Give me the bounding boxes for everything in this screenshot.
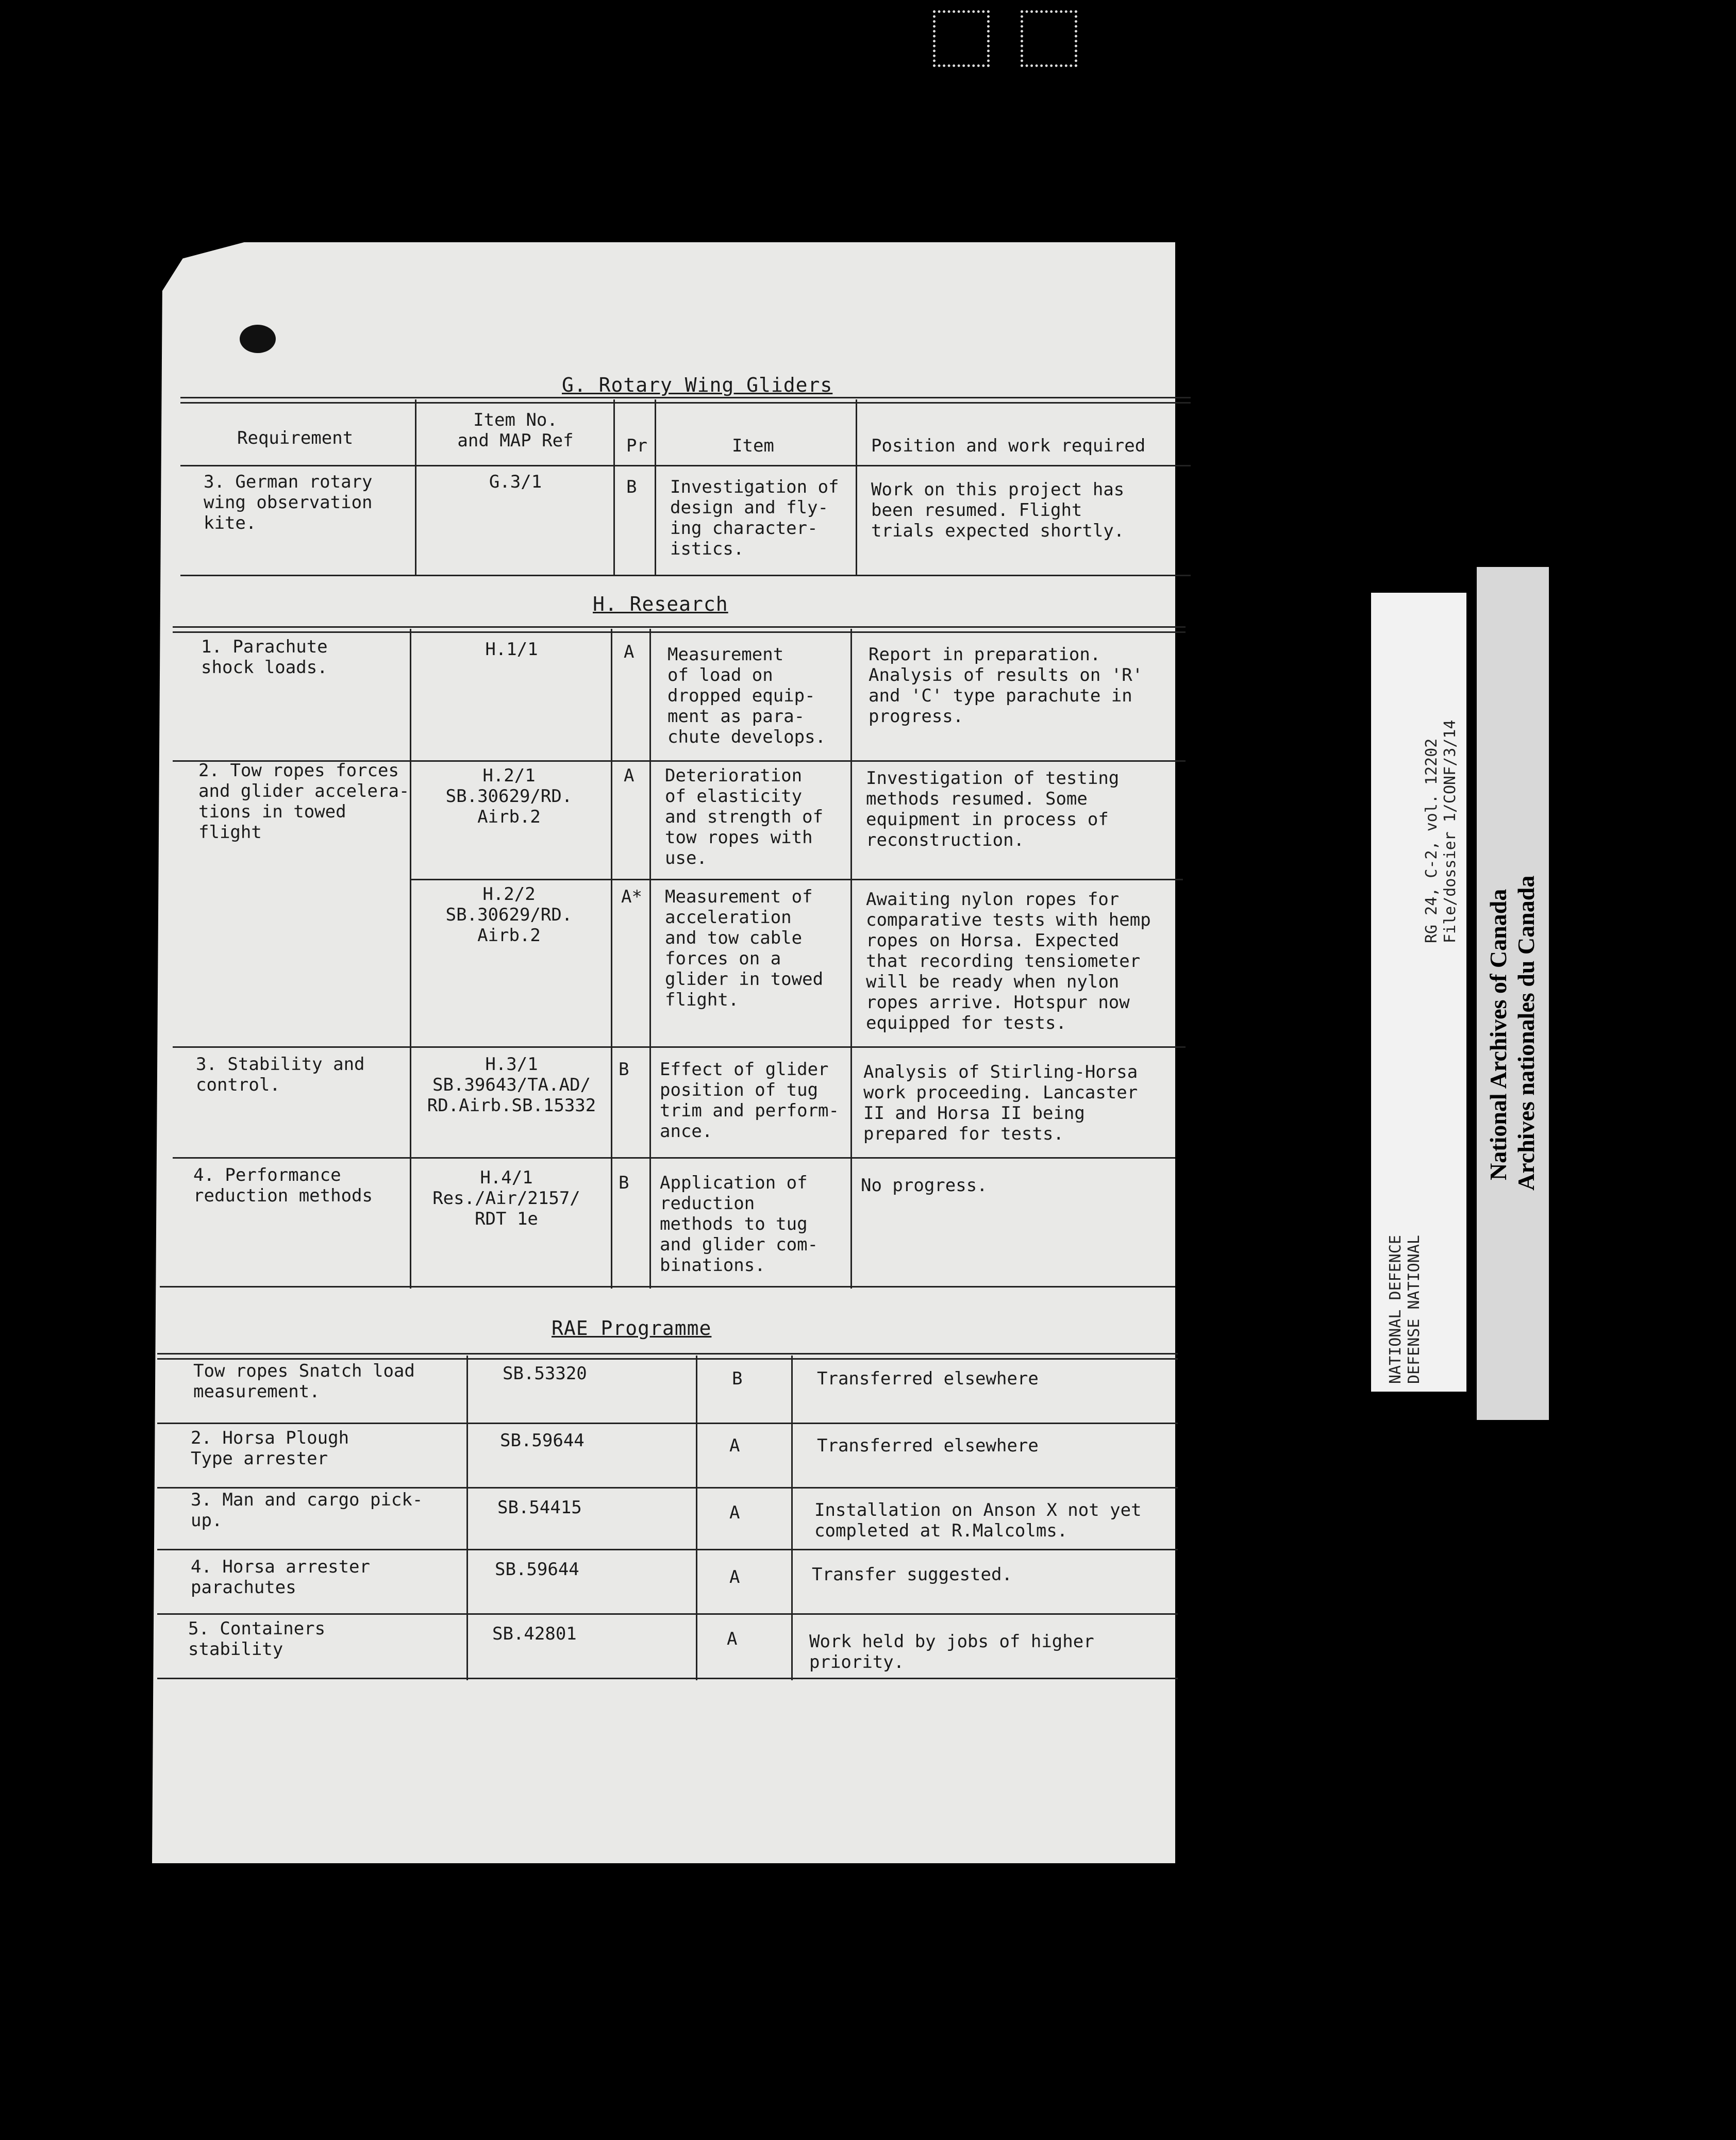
header-item-no: Item No. and MAP Ref	[457, 410, 574, 451]
h1-ref: H.1/1	[485, 639, 538, 660]
h22-ref: H.2/2 SB.30629/RD. Airb.2	[445, 884, 573, 946]
h2-requirement: 2. Tow ropes forces and glider accelera- tions in towed flight	[198, 760, 410, 843]
rae1-pr: B	[732, 1368, 743, 1389]
rae5-requirement: 5. Containers stability	[188, 1618, 326, 1660]
rule	[173, 631, 1186, 633]
header-pr: Pr	[626, 436, 647, 456]
rae4-requirement: 4. Horsa arrester parachutes	[191, 1557, 370, 1598]
rule	[180, 575, 1191, 576]
h4-item: Application of reduction methods to tug and glider com- binations.	[660, 1173, 819, 1276]
stamp-reference: RG 24, C-2, vol. 12202	[1423, 738, 1441, 943]
rule	[180, 465, 1191, 466]
rule	[157, 1358, 1178, 1360]
rule	[157, 1423, 1178, 1424]
h1-item: Measurement of load on dropped equip- ment as para- chute develops.	[667, 644, 826, 747]
ink-blot	[240, 325, 276, 353]
rae5-pr: A	[727, 1629, 738, 1649]
rae3-ref: SB.54415	[497, 1497, 582, 1518]
g-row-pr: B	[626, 477, 637, 497]
rae3-pr: A	[729, 1502, 740, 1523]
col-rule	[856, 399, 857, 575]
rule	[160, 1286, 1175, 1288]
section-g-title: G. Rotary Wing Gliders	[562, 374, 833, 396]
h4-requirement: 4. Performance reduction methods	[193, 1165, 373, 1206]
rae2-ref: SB.59644	[500, 1430, 585, 1451]
rae2-pr: A	[729, 1435, 740, 1456]
h21-position: Investigation of testing methods resumed. Some equipment in process of reconstruction.	[866, 768, 1120, 850]
rae4-ref: SB.59644	[495, 1559, 579, 1580]
col-rule	[850, 629, 852, 1289]
rule	[157, 1613, 1178, 1615]
rae1-requirement: Tow ropes Snatch load measurement.	[193, 1361, 415, 1402]
film-sprocket-holes	[933, 10, 1077, 67]
col-rule	[613, 399, 615, 575]
rae3-position: Installation on Anson X not yet completed at R.Malcolms.	[814, 1500, 1142, 1541]
h3-position: Analysis of Stirling-Horsa work proceeding. Lancaster II and Horsa II being prepared for tests.	[863, 1062, 1138, 1144]
h22-item: Measurement of acceleration and tow cable forces on a glider in towed flight.	[665, 887, 824, 1010]
h1-pr: A	[624, 642, 635, 662]
rule	[157, 1678, 1178, 1679]
col-rule	[415, 399, 416, 575]
rae5-position: Work held by jobs of higher priority.	[809, 1631, 1094, 1673]
h3-pr: B	[619, 1059, 629, 1080]
h3-item: Effect of glider position of tug trim and perform- ance.	[660, 1059, 839, 1142]
archives-name-fr: Archives nationales du Canada	[1513, 875, 1539, 1191]
h22-pr: A*	[621, 887, 642, 907]
h4-position: No progress.	[861, 1175, 988, 1196]
h21-item: Deterioration of elasticity and strength of tow ropes with use.	[665, 765, 824, 868]
col-rule	[611, 629, 612, 1289]
rae1-position: Transferred elsewhere	[817, 1368, 1039, 1389]
header-item: Item	[732, 436, 774, 456]
rae1-ref: SB.53320	[503, 1363, 587, 1384]
g-row-requirement: 3. German rotary wing observation kite.	[204, 472, 373, 533]
header-requirement: Requirement	[237, 428, 354, 448]
rule	[173, 1046, 1186, 1048]
h4-ref: H.4/1 Res./Air/2157/ RDT 1e	[432, 1167, 580, 1229]
col-rule	[649, 629, 651, 1289]
h3-ref: H.3/1 SB.39643/TA.AD/ RD.Airb.SB.15332	[427, 1054, 596, 1116]
rae2-position: Transferred elsewhere	[817, 1435, 1039, 1456]
g-row-item: Investigation of design and fly- ing character- istics.	[670, 477, 839, 559]
h4-pr: B	[619, 1173, 629, 1193]
g-row-position: Work on this project has been resumed. Flight trials expected shortly.	[871, 479, 1125, 541]
rae3-requirement: 3. Man and cargo pick- up.	[191, 1490, 423, 1531]
col-rule	[466, 1356, 468, 1680]
rule	[173, 1157, 1175, 1159]
section-rae-title: RAE Programme	[552, 1317, 712, 1340]
rule	[173, 626, 1186, 628]
h3-requirement: 3. Stability and control.	[196, 1054, 365, 1095]
col-rule	[696, 1356, 697, 1680]
header-position: Position and work required	[871, 436, 1146, 456]
col-rule	[791, 1356, 793, 1680]
stamp-file: File/dossier 1/CONF/3/14	[1441, 720, 1459, 943]
stamp-defense-nationale: DEFENSE NATIONAL	[1405, 1235, 1423, 1384]
h21-ref: H.2/1 SB.30629/RD. Airb.2	[445, 765, 573, 827]
rule	[410, 879, 1183, 880]
col-rule	[655, 399, 656, 575]
section-h-title: H. Research	[593, 593, 728, 615]
g-row-ref: G.3/1	[489, 472, 542, 492]
archives-name-en: National Archives of Canada	[1485, 889, 1511, 1180]
rule	[157, 1353, 1178, 1355]
stamp-national-defence: NATIONAL DEFENCE	[1387, 1235, 1405, 1384]
h1-requirement: 1. Parachute shock loads.	[201, 637, 328, 678]
rule	[180, 402, 1191, 404]
rae4-pr: A	[729, 1567, 740, 1587]
h22-position: Awaiting nylon ropes for comparative tests with hemp ropes on Horsa. Expected that recording tensiometer will be ready when nylon ropes arrive. Hotspur now equipped for tests.	[866, 889, 1151, 1033]
rule	[157, 1487, 1178, 1489]
rae4-position: Transfer suggested.	[812, 1564, 1012, 1585]
rule	[180, 397, 1191, 398]
rae2-requirement: 2. Horsa Plough Type arrester	[191, 1428, 349, 1469]
h21-pr: A	[624, 765, 635, 786]
rule	[157, 1549, 1178, 1550]
rae5-ref: SB.42801	[492, 1624, 577, 1644]
h1-position: Report in preparation. Analysis of results on 'R' and 'C' type parachute in progress.	[869, 644, 1143, 727]
